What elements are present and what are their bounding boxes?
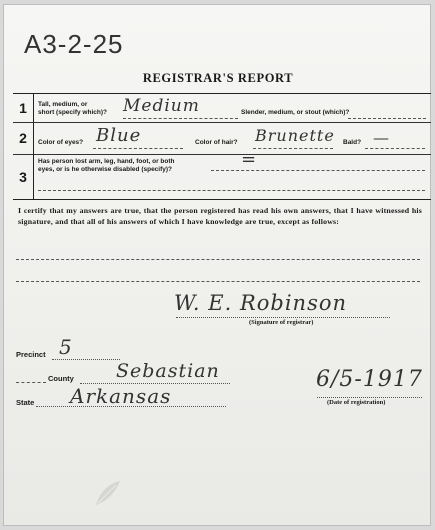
county-label: County (48, 374, 74, 383)
disability-question (38, 158, 175, 173)
disability-answer-line-2 (38, 190, 425, 191)
build-question: Slender, medium, or stout (which)? (241, 109, 350, 116)
questions-grid (13, 93, 431, 200)
eyes-answer: Blue (96, 125, 142, 146)
height-question (38, 101, 107, 116)
build-answer-line (348, 118, 426, 119)
question-row-3 (13, 149, 431, 199)
exceptions-line-1 (16, 259, 420, 260)
county-prefix-line (16, 382, 46, 383)
state-line (36, 406, 226, 407)
row-number-1: 1 (13, 94, 34, 122)
bald-answer-line (365, 148, 425, 149)
registration-card (3, 4, 431, 526)
state-value: Arkansas (70, 384, 172, 408)
card-stamp-number: A3-2-25 (24, 29, 124, 59)
eyes-question: Color of eyes? (38, 139, 84, 146)
height-answer: Medium (123, 96, 200, 116)
precinct-value: 5 (59, 335, 73, 359)
date-line (317, 397, 422, 398)
signature-line (176, 317, 390, 318)
date-caption: (Date of registration) (327, 399, 386, 406)
question-row-2 (13, 122, 431, 155)
height-question-line2: short (specify which)? (38, 108, 107, 116)
disability-answer-line-1 (211, 170, 425, 171)
signature-caption: (Signature of registrar) (249, 319, 314, 326)
bald-answer: — (373, 128, 390, 147)
eyes-answer-line (93, 148, 183, 149)
state-label: State (16, 398, 35, 407)
report-title: REGISTRAR'S REPORT (142, 71, 294, 85)
registrar-signature: W. E. Robinson (174, 291, 348, 315)
disability-answer: = (241, 149, 258, 170)
disability-question-line2: eyes, or is he otherwise disabled (specify)? (38, 165, 173, 173)
disability-question-line1: Has person lost arm, leg, hand, foot, or both (38, 158, 175, 165)
precinct-line (52, 359, 120, 360)
watermark-mark (92, 477, 124, 509)
hair-question: Color of hair? (195, 139, 238, 146)
hair-answer-line (253, 148, 333, 149)
exceptions-line-2 (16, 281, 420, 282)
height-question-line1: Tall, medium, or (38, 101, 88, 108)
row-number-3: 3 (13, 154, 34, 199)
row-number-2: 2 (13, 122, 34, 154)
question-row-1 (13, 94, 431, 123)
height-answer-line (123, 118, 238, 119)
precinct-label: Precinct (16, 350, 46, 359)
certification-text: I certify that my answers are true, that the person registered has read his own answers, that I have witnessed his signature, and that all of his answers of which I have knowledge are true, except as follows: (18, 206, 422, 226)
bald-question: Bald? (343, 139, 362, 146)
county-value: Sebastian (116, 360, 220, 382)
registration-date: 6/5-1917 (316, 367, 423, 392)
hair-answer: Brunette (255, 126, 335, 145)
